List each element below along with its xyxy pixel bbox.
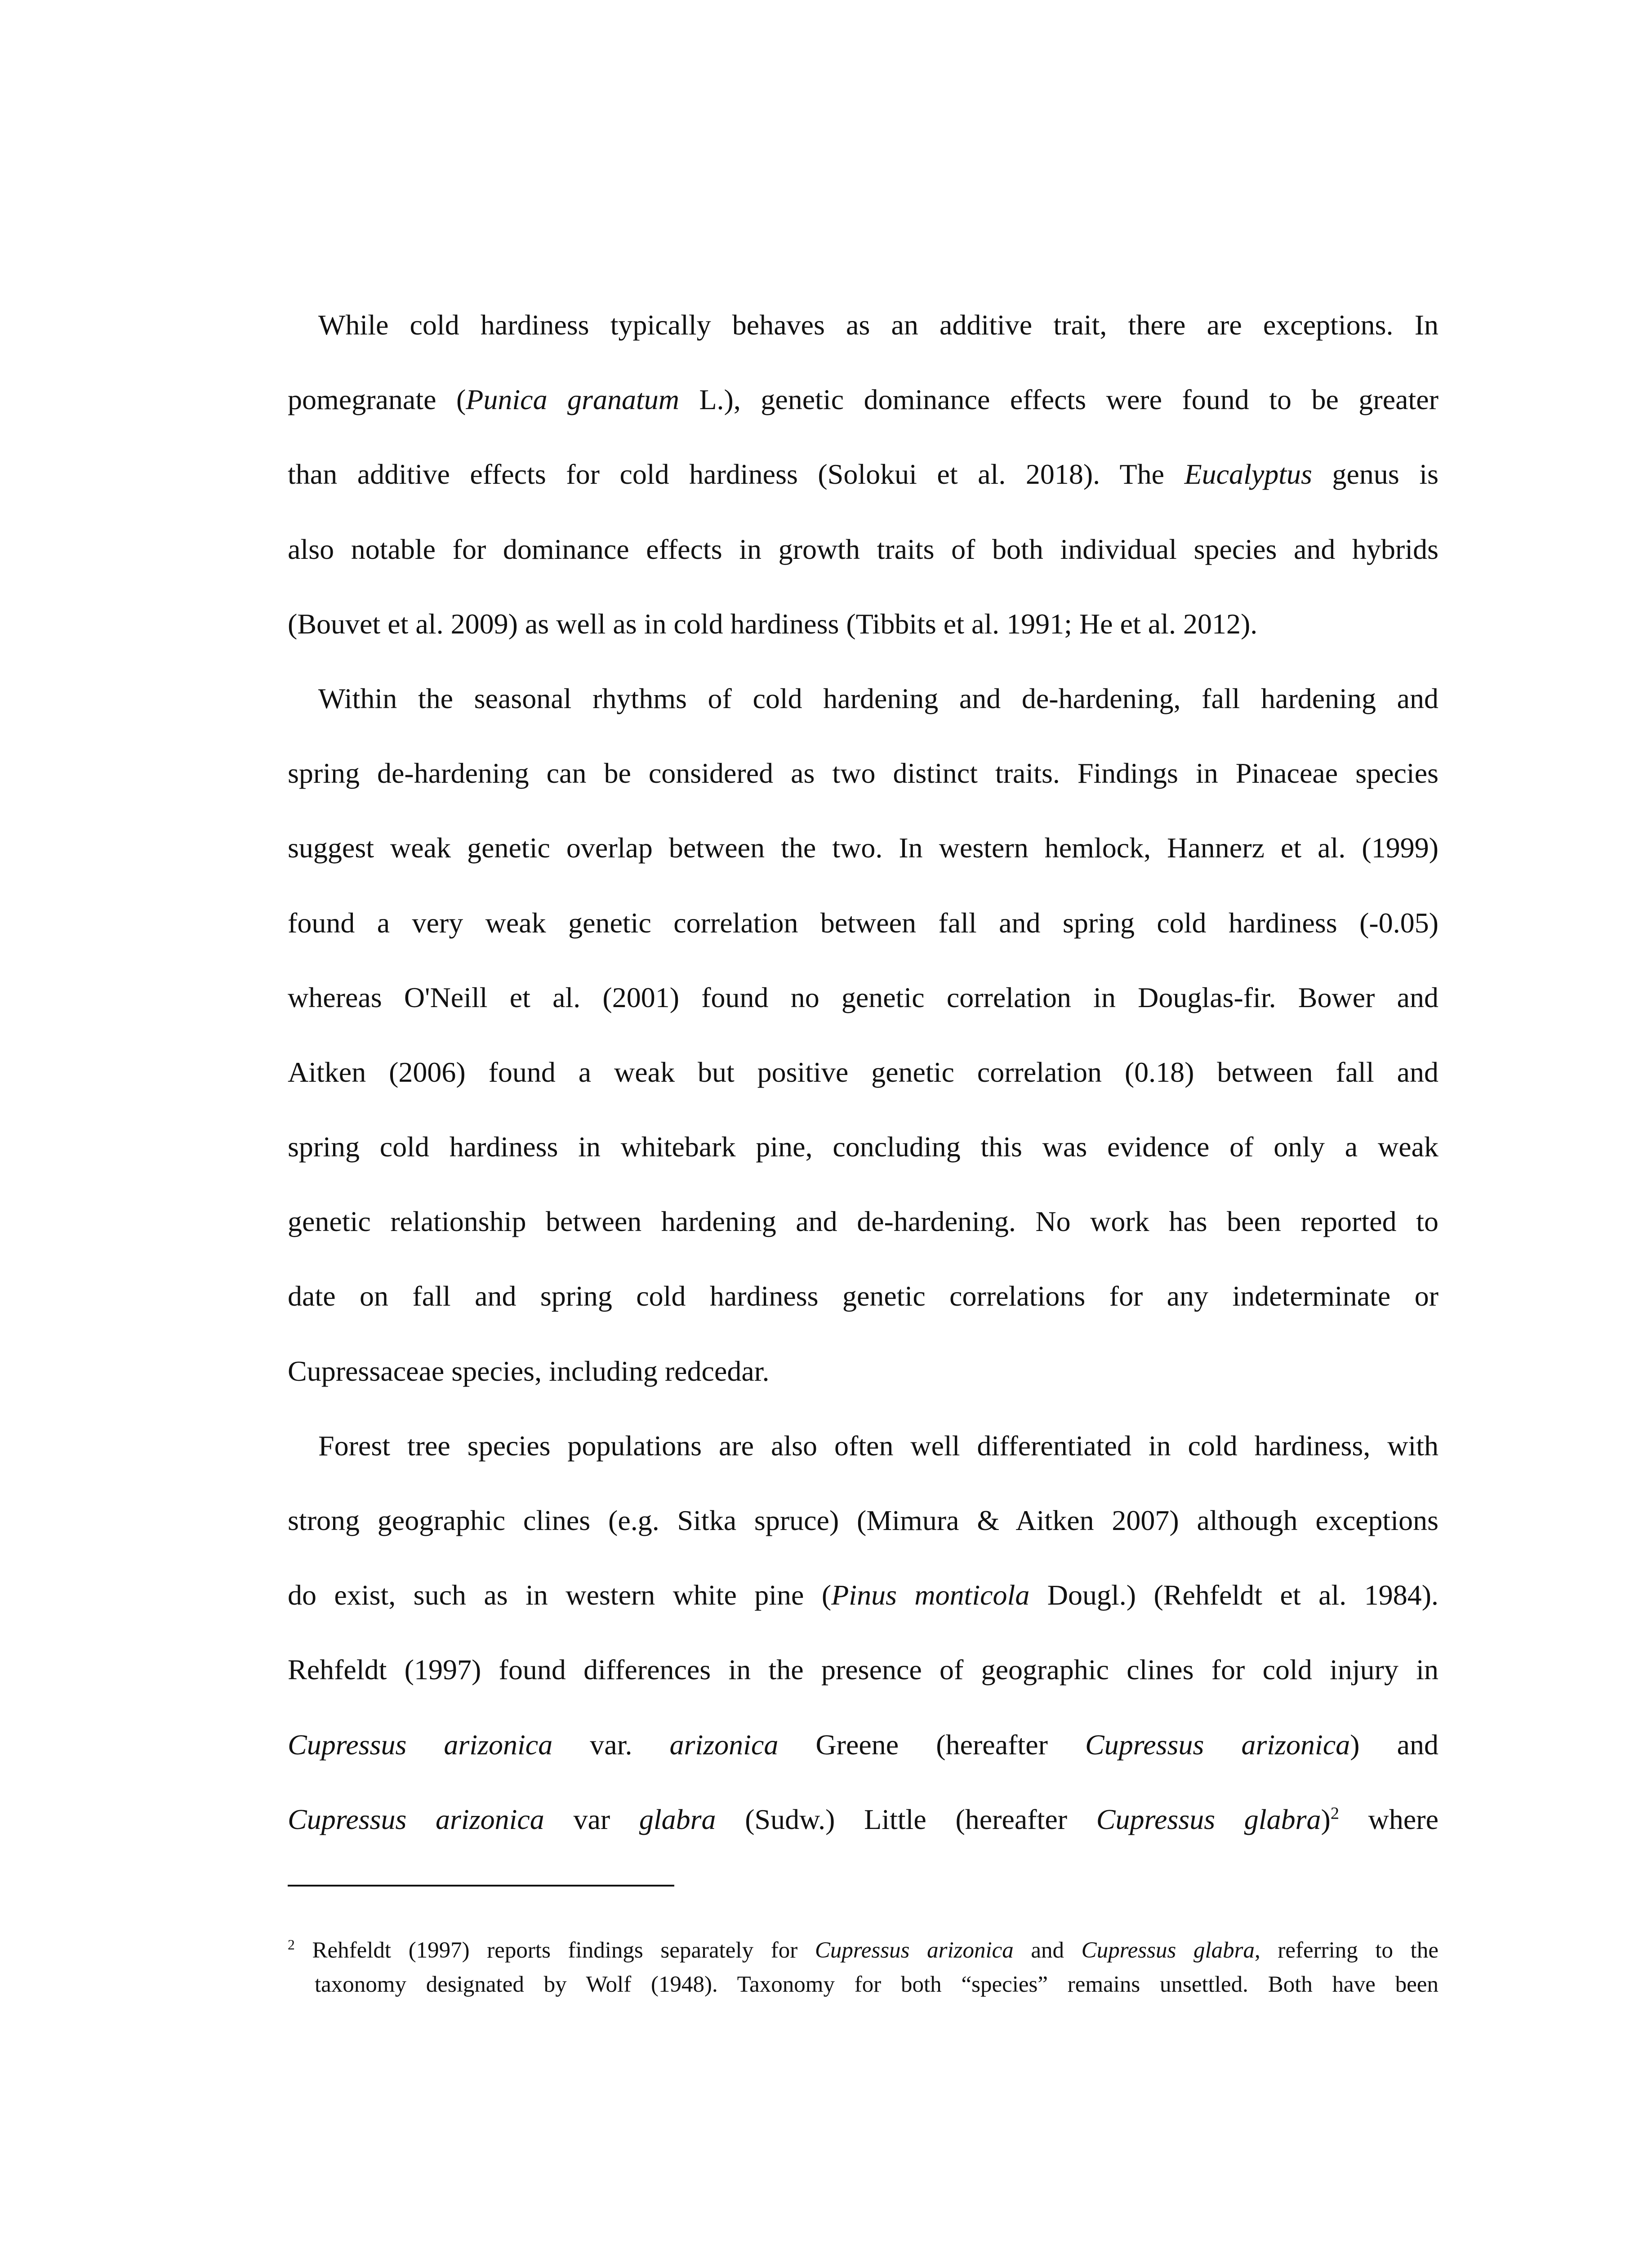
text-line: found a very weak genetic correlation between fall and spring cold hardiness (-0.05)	[288, 906, 1438, 939]
text-line: also notable for dominance effects in growth traits of both individual species and hybrids	[288, 533, 1438, 565]
text-line: While cold hardiness typically behaves as an additive trait, there are exceptions. In	[318, 309, 1438, 341]
italic-term: Cupressus arizonica	[1085, 1728, 1350, 1761]
text-line: genetic relationship between hardening and de-hardening. No work has been reported to	[288, 1205, 1438, 1238]
footnote-marker: 2	[288, 1937, 295, 1953]
body-text	[288, 288, 1438, 1857]
footnote-text: Rehfeldt (1997) reports findings separately for Cupressus arizonica and Cupressus glabra, referring to the	[312, 1938, 1438, 1963]
italic-term: Cupressus glabra	[1096, 1803, 1321, 1835]
italic-term: Cupressus arizonica	[288, 1803, 544, 1835]
text-line: Rehfeldt (1997) found differences in the presence of geographic clines for cold injury in	[288, 1654, 1438, 1686]
text-line: strong geographic clines (e.g. Sitka spruce) (Mimura & Aitken 2007) although exceptions	[288, 1504, 1438, 1536]
text-line: Cupressus arizonica var glabra (Sudw.) Little (hereafter Cupressus glabra)$^2$ where	[288, 1803, 1439, 1835]
text-line: Cupressaceae species, including redcedar.	[288, 1355, 770, 1387]
text-line: (Bouvet et al. 2009) as well as in cold hardiness (Tibbits et al. 1991; He et al. 2012).	[288, 607, 1258, 640]
italic-term: Cupressus glabra	[1081, 1938, 1255, 1963]
italic-term: Pinus monticola	[831, 1579, 1030, 1611]
text-line: whereas O'Neill et al. (2001) found no genetic correlation in Douglas-fir. Bower and	[288, 981, 1438, 1013]
italic-term: Punica granatum	[466, 384, 679, 416]
italic-term: Cupressus arizonica	[815, 1938, 1014, 1963]
text-line: Aitken (2006) found a weak but positive genetic correlation (0.18) between fall and	[288, 1056, 1438, 1088]
text-line: Cupressus arizonica var. arizonica Greene (hereafter Cupressus arizonica) and	[288, 1728, 1439, 1761]
text-line: Within the seasonal rhythms of cold hardening and de-hardening, fall hardening and	[318, 682, 1438, 714]
footnote-line	[288, 1933, 1438, 1967]
text-line: suggest weak genetic overlap between the two. In western hemlock, Hannerz et al. (1999)	[288, 832, 1438, 864]
text-line: pomegranate (Punica granatum L.), genetic dominance effects were found to be greater	[288, 384, 1439, 416]
footnote-line: taxonomy designated by Wolf (1948). Taxonomy for both “species” remains unsettled. Both have been	[315, 1972, 1438, 1997]
text-line: than additive effects for cold hardiness (Solokui et al. 2018). The Eucalyptus genus is	[288, 458, 1439, 491]
footnote	[288, 1933, 1438, 2002]
text-line: date on fall and spring cold hardiness genetic correlations for any indeterminate or	[288, 1280, 1438, 1312]
italic-term: glabra	[639, 1803, 716, 1835]
italic-term: Eucalyptus	[1184, 458, 1312, 491]
italic-term: arizonica	[669, 1728, 779, 1761]
footnote-reference: 2	[1330, 1804, 1340, 1823]
text-line: spring de-hardening can be considered as two distinct traits. Findings in Pinaceae species	[288, 757, 1438, 789]
footnote-separator	[288, 1885, 674, 1887]
text-line: spring cold hardiness in whitebark pine, concluding this was evidence of only a weak	[288, 1131, 1438, 1163]
text-line: Forest tree species populations are also often well differentiated in cold hardiness, with	[318, 1429, 1438, 1462]
italic-term: Cupressus arizonica	[288, 1728, 553, 1761]
text-line: do exist, such as in western white pine (Pinus monticola Dougl.) (Rehfeldt et al. 1984).	[288, 1579, 1439, 1611]
